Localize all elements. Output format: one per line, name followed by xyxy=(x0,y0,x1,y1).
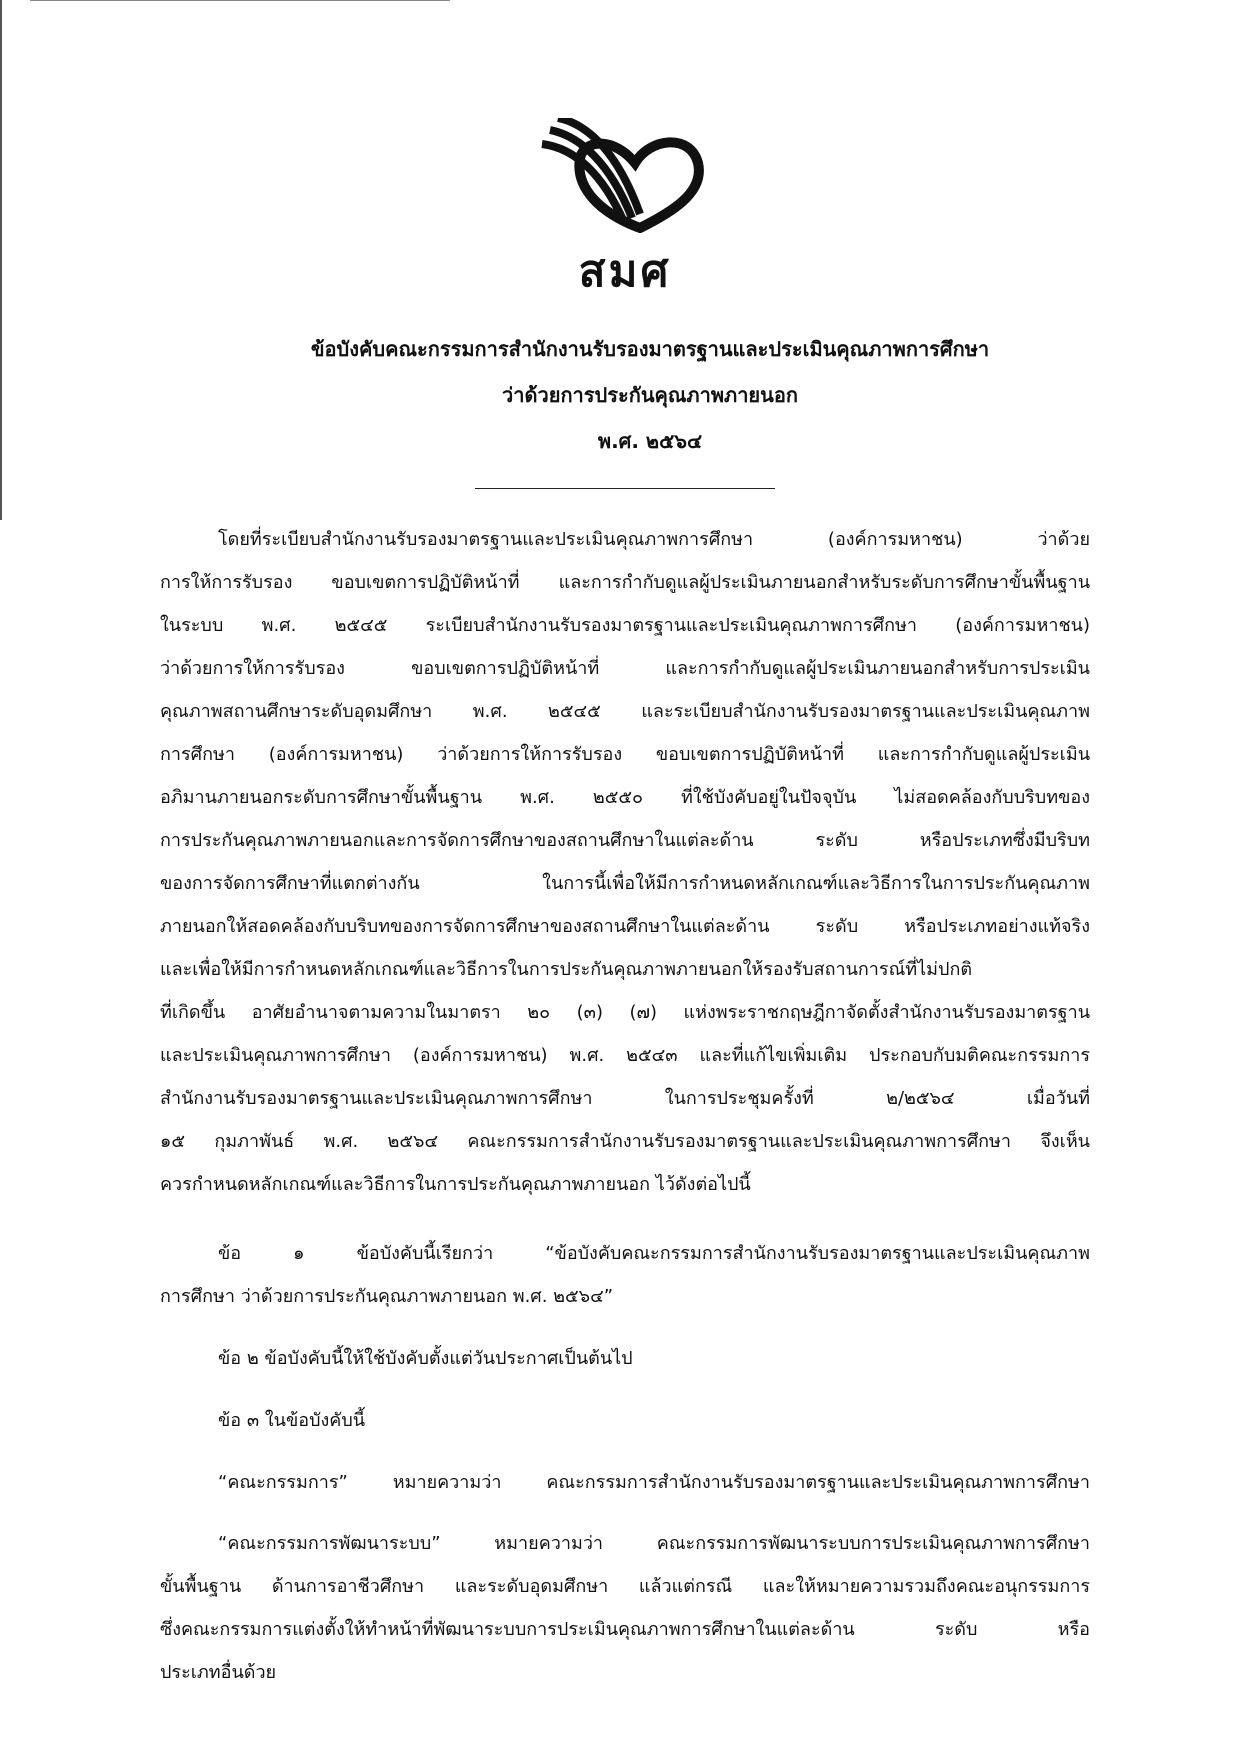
document-subtitle: ว่าด้วยการประกันคุณภาพภายนอก xyxy=(502,383,798,407)
preamble-line: และเพื่อให้มีการกำหนดหลักเกณฑ์และวิธีการในการประกันคุณภาพภายนอกให้รองรับสถานการณ์ที่ไม่ปกติ xyxy=(160,959,973,980)
preamble-line: ที่เกิดขึ้น อาศัยอำนาจตามความในมาตรา ๒๐ (๓) (๗) แห่งพระราชกฤษฎีกาจัดตั้งสำนักงานรับรองมาตรฐาน xyxy=(160,1002,1090,1023)
definition-line: ขั้นพื้นฐาน ด้านการอาชีวศึกษา และระดับอุดมศึกษา แล้วแต่กรณี และให้หมายความรวมถึงคณะอนุกรรมการ xyxy=(160,1576,1090,1597)
preamble-line: การศึกษา (องค์การมหาชน) ว่าด้วยการให้การรับรอง ขอบเขตการปฏิบัติหน้าที่ และการกำกับดูแลผู้ประเมิน xyxy=(160,744,1090,765)
definition-line: ซึ่งคณะกรรมการแต่งตั้งให้ทำหน้าที่พัฒนาระบบการประเมินคุณภาพการศึกษาในแต่ละด้าน ระดับ หรือ xyxy=(160,1619,1090,1640)
logo-wordmark: สมศ xyxy=(578,246,672,297)
preamble-line: การให้การรับรอง ขอบเขตการปฏิบัติหน้าที่ และการกำกับดูแลผู้ประเมินภายนอกสำหรับระดับการศึกษาขั้นพื้นฐาน xyxy=(160,572,1090,593)
clause-2: ข้อ ๒ ข้อบังคับนี้ให้ใช้บังคับตั้งแต่วันประกาศเป็นต้นไป xyxy=(218,1348,633,1369)
document-title: ข้อบังคับคณะกรรมการสำนักงานรับรองมาตรฐานและประเมินคุณภาพการศึกษา xyxy=(310,337,990,361)
preamble-line: อภิมานภายนอกระดับการศึกษาขั้นพื้นฐาน พ.ศ. ๒๕๕๐ ที่ใช้บังคับอยู่ในปัจจุบัน ไม่สอดคล้องกับบริบทของ xyxy=(160,787,1090,808)
definition-committee: “คณะกรรมการ” หมายความว่า คณะกรรมการสำนักงานรับรองมาตรฐานและประเมินคุณภาพการศึกษา xyxy=(218,1472,1090,1493)
preamble-line: ของการจัดการศึกษาที่แตกต่างกัน ในการนี้เพื่อให้มีการกำหนดหลักเกณฑ์และวิธีการในการประกันคุณภาพ xyxy=(160,873,1090,894)
preamble-line: ภายนอกให้สอดคล้องกับบริบทของการจัดการศึกษาของสถานศึกษาในแต่ละด้าน ระดับ หรือประเภทอย่างแท้จริง xyxy=(160,916,1090,937)
preamble-line: คุณภาพสถานศึกษาระดับอุดมศึกษา พ.ศ. ๒๕๔๕ และระเบียบสำนักงานรับรองมาตรฐานและประเมินคุณภาพ xyxy=(160,701,1090,722)
clause-1-line: การศึกษา ว่าด้วยการประกันคุณภาพภายนอก พ.ศ. ๒๕๖๔” xyxy=(160,1286,614,1307)
document-year: พ.ศ. ๒๕๖๔ xyxy=(597,429,703,453)
preamble-line: โดยที่ระเบียบสำนักงานรับรองมาตรฐานและประเมินคุณภาพการศึกษา (องค์การมหาชน) ว่าด้วย xyxy=(218,529,1090,550)
onesqa-logo xyxy=(540,118,710,297)
preamble-line: สำนักงานรับรองมาตรฐานและประเมินคุณภาพการศึกษา ในการประชุมครั้งที่ ๒/๒๕๖๔ เมื่อวันที่ xyxy=(160,1088,1090,1109)
preamble-line: การประกันคุณภาพภายนอกและการจัดการศึกษาของสถานศึกษาในแต่ละด้าน ระดับ หรือประเภทซึ่งมีบริบท xyxy=(160,830,1090,851)
title-divider xyxy=(475,488,775,489)
preamble-line: ๑๕ กุมภาพันธ์ พ.ศ. ๒๕๖๔ คณะกรรมการสำนักงานรับรองมาตรฐานและประเมินคุณภาพการศึกษา จึงเห็น xyxy=(160,1131,1090,1152)
onesqa-emblem-icon xyxy=(540,118,710,233)
scan-top-mark xyxy=(30,0,450,1)
definition-line: ประเภทอื่นด้วย xyxy=(160,1662,277,1683)
preamble-line: ควรกำหนดหลักเกณฑ์และวิธีการในการประกันคุณภาพภายนอก ไว้ดังต่อไปนี้ xyxy=(160,1174,751,1195)
scan-edge-mark xyxy=(0,0,2,520)
preamble-line: ในระบบ พ.ศ. ๒๕๔๕ ระเบียบสำนักงานรับรองมาตรฐานและประเมินคุณภาพการศึกษา (องค์การมหาชน) xyxy=(160,615,1090,636)
preamble-line: และประเมินคุณภาพการศึกษา (องค์การมหาชน) พ.ศ. ๒๕๔๓ และที่แก้ไขเพิ่มเติม ประกอบกับมติคณะกรรมการ xyxy=(160,1045,1090,1066)
clause-1-line: ข้อ ๑ ข้อบังคับนี้เรียกว่า “ข้อบังคับคณะกรรมการสำนักงานรับรองมาตรฐานและประเมินคุณภาพ xyxy=(218,1243,1090,1264)
clause-3: ข้อ ๓ ในข้อบังคับนี้ xyxy=(218,1410,366,1431)
preamble-line: ว่าด้วยการให้การรับรอง ขอบเขตการปฏิบัติหน้าที่ และการกำกับดูแลผู้ประเมินภายนอกสำหรับการประเมิน xyxy=(160,658,1090,679)
definition-line: “คณะกรรมการพัฒนาระบบ” หมายความว่า คณะกรรมการพัฒนาระบบการประเมินคุณภาพการศึกษา xyxy=(218,1533,1090,1554)
